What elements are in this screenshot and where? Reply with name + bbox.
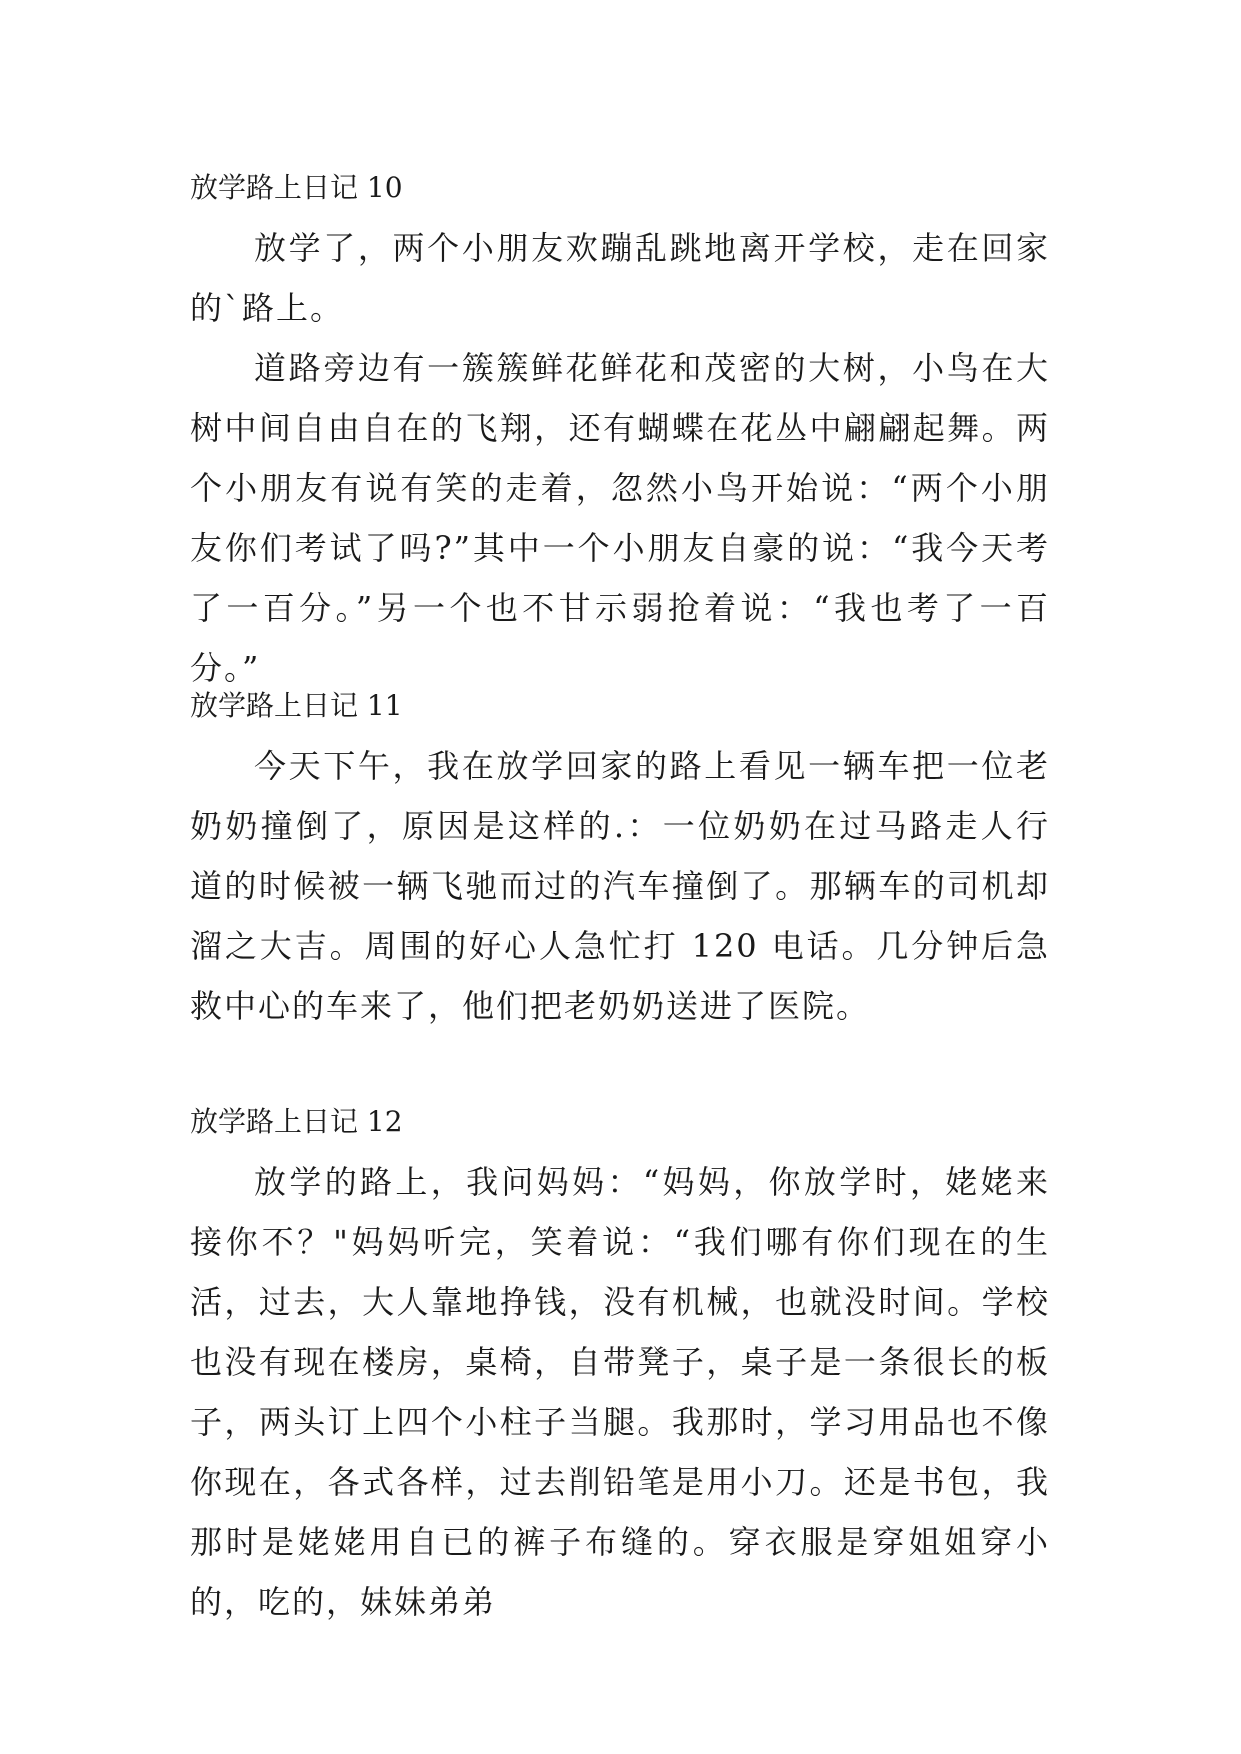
diary-entry	[190, 1092, 1050, 1632]
diary-entry	[190, 158, 1050, 698]
entry-title: 放学路上日记 12	[190, 1105, 403, 1138]
entry-paragraph: 放学的路上，我问妈妈：“妈妈，你放学时，姥姥来接你不？"妈妈听完，笑着说：“我们哪有你们现在的生活，过去，大人靠地挣钱，没有机械，也就没时间。学校也没有现在楼房，桌椅，自带凳子，桌子是一条很长的板子，两头订上四个小柱子当腿。我那时，学习用品也不像你现在，各式各样，过去削铅笔是用小刀。还是书包，我那时是姥姥用自已的裤子布缝的。穿衣服是穿姐姐穿小的，吃的，妹妹弟弟	[190, 1163, 1050, 1621]
entry-title: 放学路上日记 11	[190, 689, 403, 722]
entry-title: 放学路上日记 10	[190, 171, 403, 204]
entry-paragraph: 道路旁边有一簇簇鲜花鲜花和茂密的大树，小鸟在大树中间自由自在的飞翔，还有蝴蝶在花丛中翩翩起舞。两个小朋友有说有笑的走着，忽然小鸟开始说：“两个小朋友你们考试了吗?”其中一个小朋友自豪的说：“我今天考了一百分。”另一个也不甘示弱抢着说：“我也考了一百分。”	[190, 349, 1050, 687]
entry-paragraph: 放学了，两个小朋友欢蹦乱跳地离开学校，走在回家的`路上。	[190, 229, 1050, 327]
entry-paragraph: 今天下午，我在放学回家的路上看见一辆车把一位老奶奶撞倒了，原因是这样的.：一位奶奶在过马路走人行道的时候被一辆飞驰而过的汽车撞倒了。那辆车的司机却溜之大吉。周围的好心人急忙打 120 电话。几分钟后急救中心的车来了，他们把老奶奶送进了医院。	[190, 747, 1050, 1025]
diary-entry	[190, 676, 1050, 1036]
